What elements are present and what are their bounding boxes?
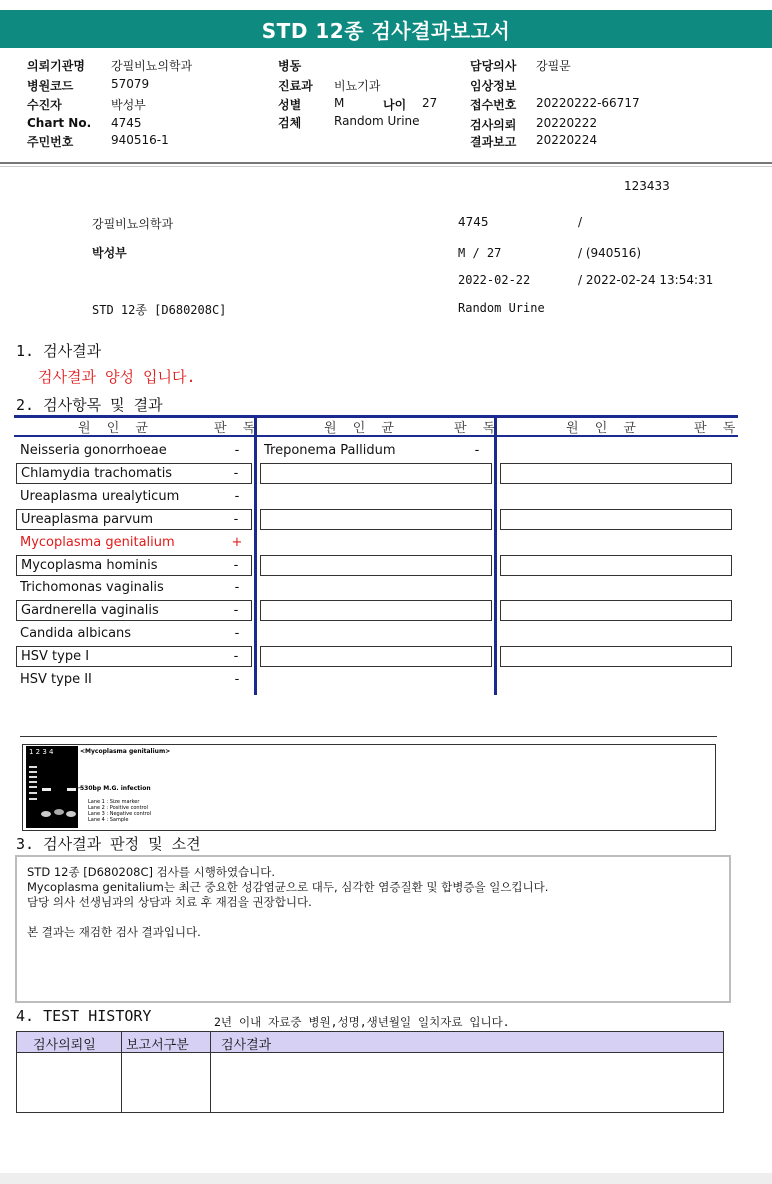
table-row: [16, 600, 252, 621]
organism-result: -: [233, 557, 239, 573]
summary-specimen: Random Urine: [458, 301, 545, 315]
organism-result: -: [233, 649, 239, 665]
history-table: [16, 1031, 724, 1113]
organism-name: Neisseria gonorrhoeae: [20, 443, 167, 458]
header-label: 주민번호: [27, 135, 74, 149]
empty-cell: [500, 463, 732, 484]
organism-name: Mycoplasma genitalium: [20, 534, 175, 550]
organism-name: HSV type II: [20, 672, 92, 687]
gel-lane-numbers: 1 2 3 4: [29, 748, 54, 756]
age-label: 나이: [383, 98, 407, 112]
section1-heading: 1. 검사결과: [16, 342, 102, 360]
table-row: [16, 486, 252, 507]
table-row: [16, 646, 252, 667]
positive-control-band: [42, 788, 51, 791]
report-title: STD 12종 검사결과보고서: [0, 10, 772, 48]
table-row: [16, 463, 252, 484]
header-label: 성별: [278, 98, 302, 112]
empty-cell: [260, 646, 492, 667]
table-row: [16, 623, 252, 644]
organism-result: -: [233, 603, 239, 619]
history-col-divider: [210, 1032, 211, 1112]
header-label: 진료과: [278, 79, 313, 93]
gel-title: <Mycoplasma genitalium>: [80, 748, 171, 755]
page-footer-bar: [0, 1173, 772, 1184]
summary-report-time: / 2022-02-24 13:54:31: [578, 273, 714, 287]
primer-dimer: [54, 809, 64, 815]
summary-test: STD 12종 [D680208C]: [92, 303, 227, 317]
header-divider-thin: [0, 166, 772, 167]
section2-heading: 2. 검사항목 및 결과: [16, 396, 163, 414]
opinion-box: [15, 855, 731, 1003]
organism-result: -: [234, 626, 240, 642]
opinion-line: 본 결과는 재검한 검사 결과입니다.: [27, 925, 201, 939]
organism-name: Ureaplasma parvum: [21, 511, 154, 527]
header-label: 검체: [278, 116, 302, 130]
col-header-organism: 원 인 균: [324, 421, 400, 436]
header-value: 940516-1: [111, 133, 169, 147]
empty-cell: [500, 555, 732, 576]
header-label: Chart No.: [27, 116, 92, 130]
empty-cell: [260, 509, 492, 530]
gel-band-label: 530bp M.G. infection: [80, 785, 151, 792]
section3-heading: 3. 검사결과 판정 및 소견: [16, 835, 201, 853]
header-divider: [0, 162, 772, 164]
header-label: 결과보고: [470, 135, 517, 149]
header-value: Random Urine: [334, 114, 420, 128]
gel-bands-graphic: [26, 746, 78, 828]
history-col-divider: [121, 1032, 122, 1112]
organism-name: HSV type I: [21, 649, 90, 665]
organism-name: Candida albicans: [20, 626, 132, 642]
gel-legend: Lane 4 : Sample: [88, 817, 129, 823]
organism-result: -: [233, 465, 239, 481]
gel-legend: Lane 1 : Size marker: [88, 799, 140, 805]
summary-birth: / (940516): [578, 246, 642, 260]
organism-name: Trichomonas vaginalis: [20, 580, 164, 596]
table-column-divider: [494, 415, 497, 695]
col-header-result: 판 독: [214, 421, 262, 436]
positive-result-text: 검사결과 양성 입니다.: [38, 368, 196, 386]
summary-clinic: 강필비뇨의학과: [92, 217, 174, 231]
opinion-line: 담당 의사 선생님과의 상담과 치료 후 재검을 권장합니다.: [27, 895, 312, 909]
history-note: 2년 이내 자료중 병원,성명,생년월일 일치자료 입니다.: [214, 1015, 510, 1029]
summary-sex-age: M / 27: [458, 246, 502, 260]
organism-result: -: [234, 443, 240, 458]
gel-electrophoresis-image: [26, 746, 78, 828]
table-row: [16, 440, 252, 461]
history-col-report-type: 보고서구분: [126, 1038, 189, 1053]
summary-chart: 4745: [458, 215, 489, 229]
header-label: 병동: [278, 59, 302, 73]
header-label: 임상정보: [470, 79, 517, 93]
summary-code: 123433: [624, 179, 670, 193]
organism-name: Treponema Pallidum: [264, 443, 396, 458]
history-table-header: [17, 1032, 723, 1053]
organism-result: -: [234, 580, 240, 596]
col-header-organism: 원 인 균: [566, 421, 642, 436]
gel-separator: [20, 736, 717, 737]
col-header-organism: 원 인 균: [78, 421, 154, 436]
empty-cell: [500, 509, 732, 530]
organism-name: Gardnerella vaginalis: [21, 603, 159, 619]
sample-band: [67, 788, 76, 791]
table-row: [260, 440, 492, 461]
header-value: 20220224: [536, 133, 598, 147]
summary-slash: /: [578, 215, 583, 229]
primer-dimer: [66, 811, 76, 817]
arrow-icon: ←: [76, 784, 82, 792]
header-value: 4745: [111, 116, 142, 130]
empty-cell: [260, 555, 492, 576]
primer-dimer: [41, 811, 51, 817]
organism-result: +: [231, 534, 243, 550]
organism-result: -: [234, 672, 240, 687]
col-header-result: 판 독: [454, 421, 502, 436]
header-value: 박성부: [111, 98, 146, 112]
ladder-bands: [29, 766, 37, 800]
empty-cell: [260, 463, 492, 484]
summary-patient: 박성부: [92, 246, 127, 260]
table-row: [16, 532, 252, 553]
gel-legend: Lane 3 : Negative control: [88, 811, 152, 817]
opinion-line: STD 12종 [D680208C] 검사를 시행하였습니다.: [27, 865, 276, 879]
organism-name: Chlamydia trachomatis: [21, 465, 173, 481]
header-label: 병원코드: [27, 79, 74, 93]
gel-legend: Lane 2 : Positive control: [88, 805, 148, 811]
organism-name: Ureaplasma urealyticum: [20, 488, 180, 504]
header-value: M: [334, 96, 345, 110]
header-value: 20220222: [536, 116, 598, 130]
age-value: 27: [422, 96, 438, 110]
header-value: 20220222-66717: [536, 96, 640, 110]
header-value: 강필문: [536, 59, 571, 73]
table-row: [16, 669, 252, 690]
empty-cell: [260, 600, 492, 621]
col-header-result: 판 독: [694, 421, 742, 436]
organism-name: Mycoplasma hominis: [21, 557, 158, 573]
history-col-request-date: 검사의뢰일: [33, 1038, 96, 1053]
organism-result: -: [233, 511, 239, 527]
header-label: 수진자: [27, 98, 62, 112]
header-value: 비뇨기과: [334, 79, 381, 93]
header-value: 강필비뇨의학과: [111, 59, 193, 73]
header-value: 57079: [111, 77, 150, 91]
header-label: 접수번호: [470, 98, 517, 112]
organism-result: -: [234, 488, 240, 504]
summary-date: 2022-02-22: [458, 273, 531, 287]
opinion-line: [27, 910, 719, 925]
table-row: [16, 555, 252, 576]
table-row: [16, 509, 252, 530]
section4-heading: 4. TEST HISTORY: [16, 1007, 152, 1025]
table-row: [16, 577, 252, 598]
empty-cell: [500, 646, 732, 667]
header-label: 검사의뢰: [470, 118, 517, 132]
opinion-line: Mycoplasma genitalium는 최근 중요한 성감염균으로 대두, 심각한 염증질환 및 합병증을 일으킵니다.: [27, 880, 549, 894]
header-label: 의뢰기관명: [27, 59, 85, 73]
header-label: 담당의사: [470, 59, 517, 73]
empty-cell: [500, 600, 732, 621]
history-col-result: 검사결과: [221, 1038, 272, 1053]
table-column-divider: [254, 415, 257, 695]
organism-result: -: [474, 443, 480, 458]
